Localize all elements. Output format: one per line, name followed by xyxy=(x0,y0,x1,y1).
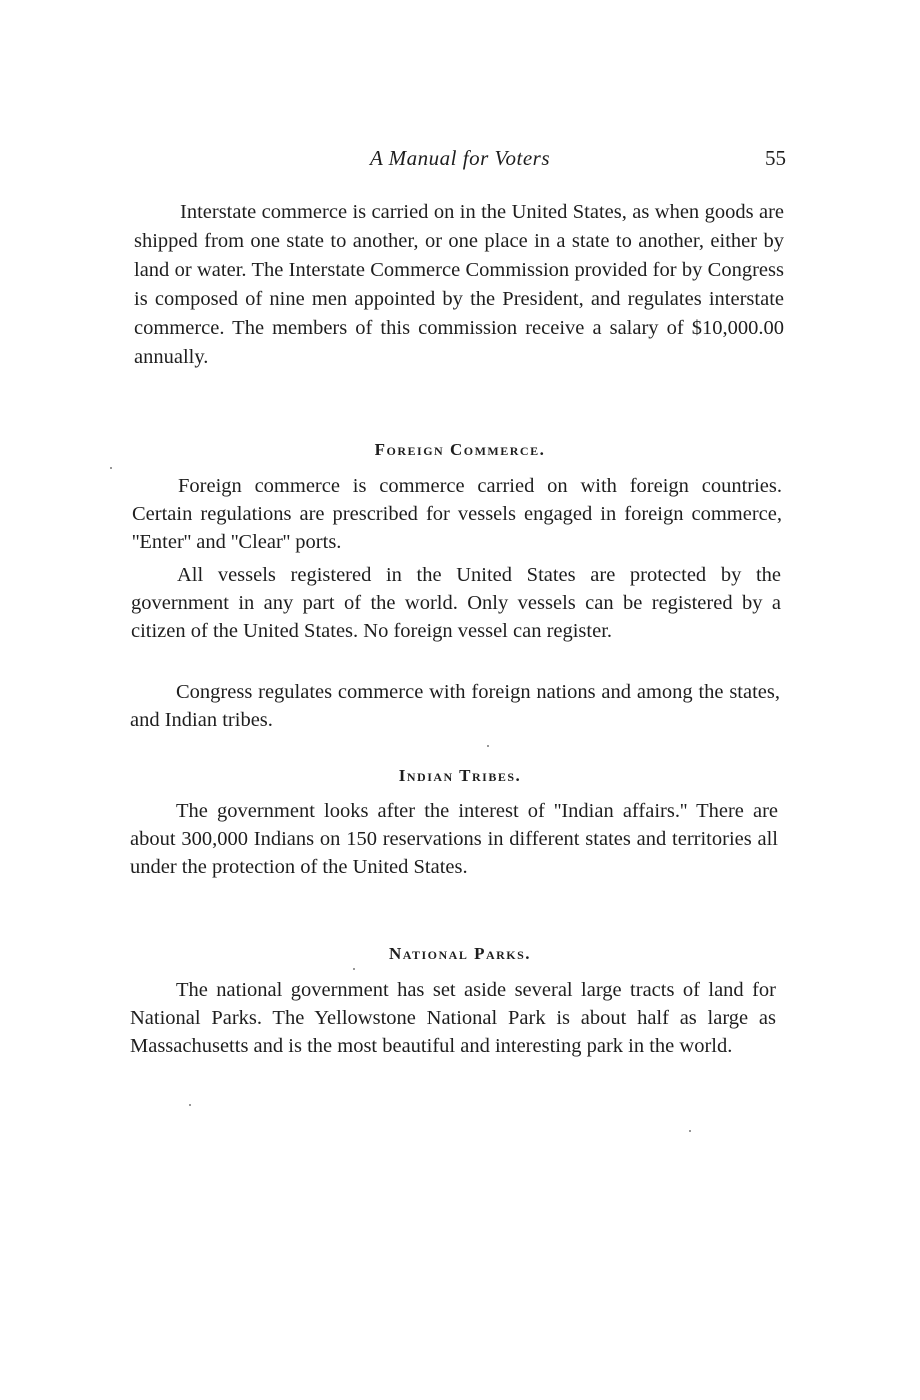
heading-foreign-commerce: Foreign Commerce. xyxy=(374,440,546,459)
paragraph-national-parks: The national government has set aside several large tracts of land for National Parks. The Yellowstone National Park is about half as large as Massachusetts and is the most beautiful and interesting park in the world. xyxy=(130,979,776,1057)
print-speck xyxy=(110,467,112,469)
running-title: A Manual for Voters xyxy=(369,146,551,170)
print-speck xyxy=(487,745,489,747)
print-speck xyxy=(689,1130,691,1132)
paragraph-vessels-registered: All vessels registered in the United States are protected by the government in any part of the world. Only vessels can be registered by a citizen of the United States. No foreign vessel can register. xyxy=(131,564,781,642)
heading-national-parks: National Parks. xyxy=(388,944,532,963)
paragraph-indian-affairs: The government looks after the interest of ''Indian affairs.'' There are about 300,000 Indians on 150 reservations in different states and territories all under the protection of the United States. xyxy=(130,800,778,878)
paragraph-interstate-commerce: Interstate commerce is carried on in the United States, as when goods are shipped from one state to another, or one place in a state to another, either by land or water. The Interstate Commerce Commission provided for by Congress is composed of nine men appointed by the President, and regulates interstate commerce. The members of this commission receive a salary of $10,000.00 annually. xyxy=(134,201,784,368)
print-speck xyxy=(189,1104,191,1106)
heading-indian-tribes: Indian Tribes. xyxy=(398,766,522,785)
paragraph-congress-regulates: Congress regulates commerce with foreign nations and among the states, and Indian tribes. xyxy=(130,681,780,731)
running-head xyxy=(130,146,790,176)
page-number: 55 xyxy=(765,146,786,170)
paragraph-foreign-commerce: Foreign commerce is commerce carried on with foreign countries. Certain regulations are prescribed for vessels engaged in foreign commerce, ''Enter'' and ''Clear'' ports. xyxy=(132,475,782,553)
print-speck xyxy=(353,968,355,970)
